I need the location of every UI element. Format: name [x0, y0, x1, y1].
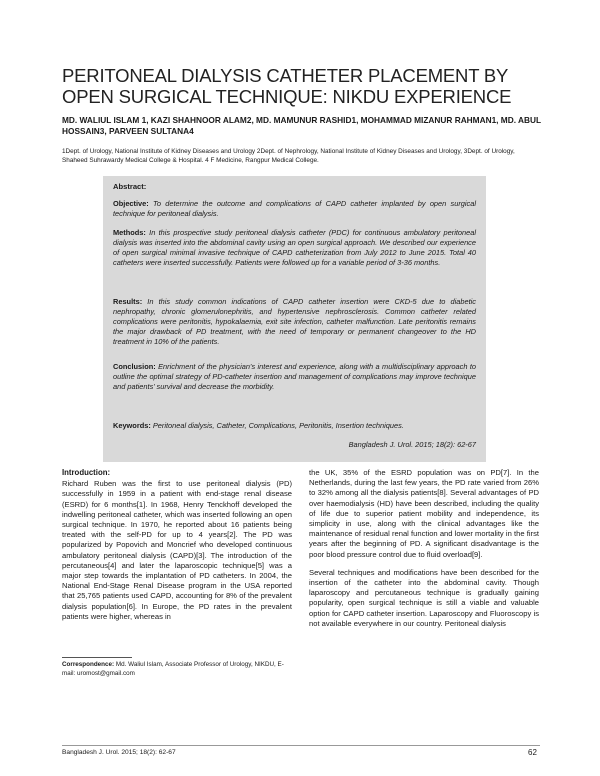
footer-journal: Bangladesh J. Urol. 2015; 18(2): 62-67: [62, 749, 176, 756]
conclusion-label: Conclusion:: [113, 362, 156, 371]
intro-paragraph-3: Several techniques and modifications have been described for the insertion of the catheter into the abdominal cavity. Though laparoscopy and percutaneous technique is gradually gaining popularity, open surgical technique is still a viable and valuable option for CAPD catheter insertion. Laparoscopy and Fluoroscopy is not available everywhere in our country. Peritoneal dialysis: [309, 567, 539, 628]
left-column: [62, 468, 292, 622]
page-number: 62: [528, 748, 537, 757]
footnote-rule: [62, 657, 132, 658]
author-list: MD. WALIUL ISLAM 1, KAZI SHAHNOOR ALAM2, MD. MAMUNUR RASHID1, MOHAMMAD MIZANUR RAHMAN1, MD. ABUL HOSSAIN3, PARVEEN SULTANA4: [62, 115, 541, 136]
correspondence-text: Md. Waliul Islam, Associate Professor of Urology, NIKDU, E-mail: uromost@gmail.com: [62, 661, 284, 677]
abstract-citation: Bangladesh J. Urol. 2015; 18(2): 62-67: [348, 440, 476, 449]
footer-rule: [62, 745, 540, 746]
affiliations: 1Dept. of Urology, National Institute of Kidney Diseases and Urology 2Dept. of Nephrology, National Institute of Kidney Diseases and Urology, 3Dept. of Urology, Shaheed Suhrawardy Medical College & Hospital. 4 F Medicine, Rangpur Medical College.: [62, 148, 515, 164]
objective-label: Objective:: [113, 199, 149, 208]
intro-paragraph-2: the UK, 35% of the ESRD population was on PD[7]. In the Netherlands, during the last few years, the PD rate varied from 26% to 32% among all the dialysis patients[8]. Several advantages of PD over haemodialysis (HD) have been described, including the quality of life due to superior patient mobility and independence, its simplicity in use, along with the clinical advantages like the maintenance of residual renal function and lower mortality in the first years after the beginning of PD. A significant disadvantage is the poor blood pressure control due to fluid overload[9].: [309, 468, 539, 559]
objective-text: To determine the outcome and complications of CAPD catheter implanted by open surgical technique for peritoneal dialysis.: [113, 199, 476, 219]
paper-title: PERITONEAL DIALYSIS CATHETER PLACEMENT BY OPEN SURGICAL TECHNIQUE: NIKDU EXPERIENCE: [62, 65, 512, 107]
abstract-heading: Abstract:: [113, 182, 147, 191]
conclusion-text: Enrichment of the physician’s interest and experience, along with a multidisciplinary approach to outline the optimal strategy of PD-catheter insertion and management of complications may improve technique and patients’ survival and decrease the morbidity.: [113, 362, 476, 392]
correspondence-label: Correspondence:: [62, 661, 115, 668]
abstract-objective: [113, 199, 476, 219]
right-column: [309, 468, 539, 629]
keywords-label: Keywords:: [113, 421, 151, 430]
abstract-conclusion: [113, 362, 476, 392]
methods-text: In this prospective study peritoneal dialysis catheter (PDC) for continuous ambulatory peritoneal dialysis was inserted into the abdominal cavity using an open surgical approach. We described our experience of open surgical minimal invasive technique of CAPD catheterization from July 2012 to June 2015. Total 40 catheters were inserted successfully. Patients were followed up for a variable period of 3-36 months.: [113, 228, 476, 268]
results-text: In this study common indications of CAPD catheter insertion were CKD-5 due to diabetic nephropathy, chronic glomerulonephritis, and hypertensive nephrosclerosis. Common catheter related complications were peritonitis, hypokalaemia, exit site infection, catheter malfunction. Late peritonitis remains the major drawback of PD treatment, with the need of temporary or permanent changeover to the HD treatment in 10% of the patients.: [113, 297, 476, 347]
keywords-text: Peritoneal dialysis, Catheter, Complications, Peritonitis, Insertion techniques.: [150, 421, 404, 430]
abstract-keywords: [113, 421, 476, 431]
methods-label: Methods:: [113, 228, 146, 237]
correspondence-note: [62, 661, 292, 678]
abstract-methods: [113, 228, 476, 268]
abstract-box: [103, 176, 486, 462]
abstract-results: [113, 297, 476, 347]
introduction-heading: Introduction:: [62, 468, 111, 477]
intro-paragraph-1: Richard Ruben was the first to use peritoneal dialysis (PD) successfully in 1959 in a patient with end-stage renal disease (ESRD) for 6 months[1]. In 1968, Henry Tenckhoff developed the indwelling peritoneal catheter, which was inserted following an open surgical technique. In 1970, he reported about 16 patients being treated with the self-PD for up to 4 years[2]. The PD was popularized by Popovich and Moncrief who developed continuous ambulatory peritoneal dialysis (CAPD)[3]. The introduction of the percutaneous[4] and later the laparoscopic technique[5] was a major step towards the implantation of PD catheters. In 2004, the National End-Stage Renal Disease program in the USA reported that 25,765 patients used CAPD, accounting for 8% of the prevalent dialysis population[6]. In Europe, the PD rates in the prevalent patients were higher, whereas in: [62, 479, 292, 621]
results-label: Results:: [113, 297, 143, 306]
